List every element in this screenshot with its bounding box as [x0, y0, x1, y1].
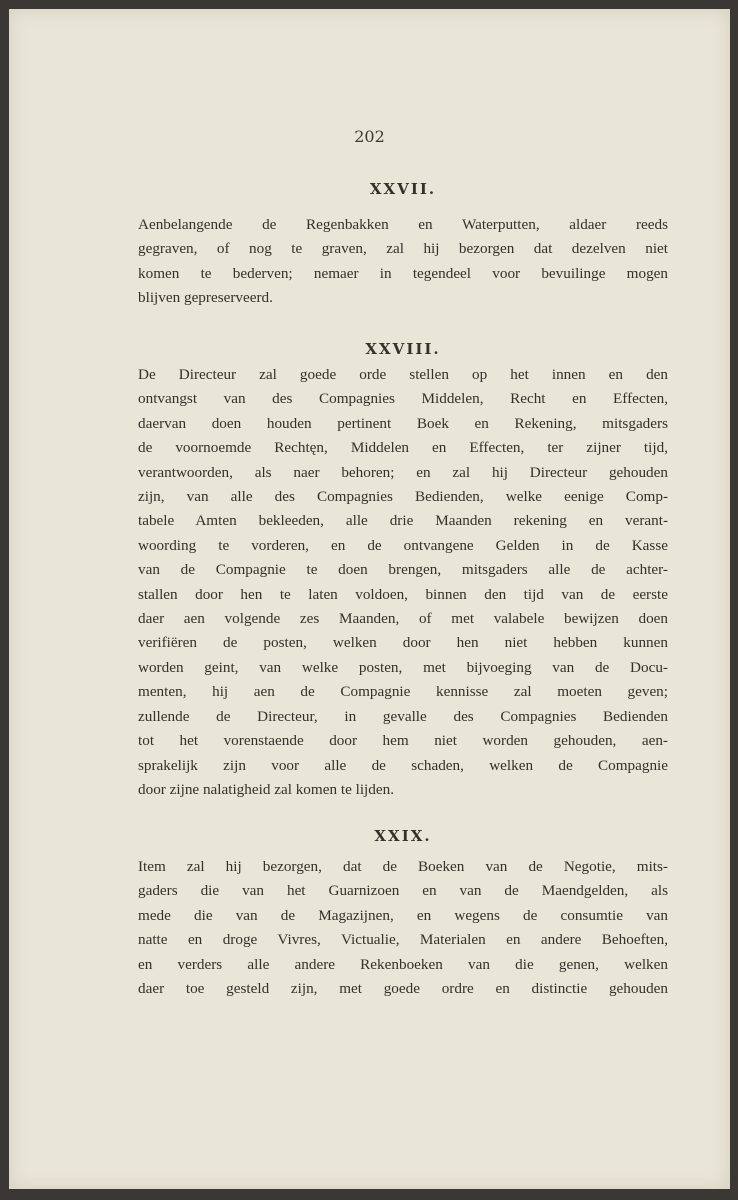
- text-line: worden geint, van welke posten, met bijvoeging van de Docu-: [138, 658, 668, 676]
- text-line: komen te bederven; nemaer in tegendeel voor bevuilinge mogen: [138, 264, 668, 282]
- section-heading-xxix: XXIX.: [374, 827, 432, 845]
- text-line: daervan doen houden pertinent Boek en Rekening, mitsgaders: [138, 414, 668, 432]
- text-line: van de Compagnie te doen brengen, mitsgaders alle de achter-: [138, 561, 668, 579]
- text-line: stallen door hen te laten voldoen, binnen den tijd van de eerste: [138, 585, 668, 603]
- text-line: mede die van de Magazijnen, en wegens de consumtie van: [138, 906, 668, 924]
- book-page: [9, 9, 730, 1189]
- text-line: daer toe gesteld zijn, met goede ordre en distinctie gehouden: [138, 980, 668, 998]
- section-paragraph-xxix: [138, 855, 668, 1001]
- text-line: tot het vorenstaende door hem niet worden gehouden, aen-: [138, 732, 668, 750]
- text-line: Aenbelangende de Regenbakken en Waterputten, aldaer reeds: [138, 216, 668, 233]
- text-line: woording te vorderen, en de ontvangene Gelden in de Kasse: [138, 536, 668, 554]
- text-line: verifiëren de posten, welken door hen niet hebben kunnen: [138, 634, 668, 652]
- text-line: gegraven, of nog te graven, zal hij bezorgen dat dezelven niet: [138, 240, 668, 258]
- text-line: door zijne nalatigheid zal komen te lijden.: [138, 780, 394, 798]
- section-heading-xxvii: XXVII.: [369, 180, 437, 198]
- section-paragraph-xxvii: [138, 213, 668, 311]
- page-text: [138, 9, 668, 1189]
- section-heading-xxviii: XXVIII.: [365, 340, 441, 358]
- text-line: De Directeur zal goede orde stellen op het innen en den: [138, 366, 668, 383]
- text-line: zijn, van alle des Compagnies Bedienden, welke eenige Comp-: [138, 488, 668, 506]
- text-line: daer aen volgende zes Maanden, of met valabele bewijzen doen: [138, 610, 668, 628]
- text-line: Item zal hij bezorgen, dat de Boeken van de Negotie, mits-: [138, 858, 668, 875]
- text-line: gaders die van het Guarnizoen en van de Maendgelden, als: [138, 882, 668, 900]
- text-line: verantwoorden, als naer behoren; en zal hij Directeur gehouden: [138, 463, 668, 481]
- text-line: natte en droge Vivres, Victualie, Materialen en andere Behoeften,: [138, 931, 668, 949]
- text-line: de voornoemde Rechtęn, Middelen en Effecten, ter zijner tijd,: [138, 439, 668, 457]
- text-line: zullende de Directeur, in gevalle des Compagnies Bedienden: [138, 707, 668, 725]
- section-paragraph-xxviii: [138, 363, 668, 802]
- text-line: blijven gepreserveerd.: [138, 289, 273, 307]
- page-number: 202: [354, 127, 385, 146]
- text-line: sprakelijk zijn voor alle de schaden, welken de Compagnie: [138, 756, 668, 774]
- text-line: en verders alle andere Rekenboeken van die genen, welken: [138, 955, 668, 973]
- text-line: menten, hij aen de Compagnie kennisse zal moeten geven;: [138, 683, 668, 701]
- text-line: tabele Amten bekleeden, alle drie Maanden rekening en verant-: [138, 512, 668, 530]
- text-line: ontvangst van des Compagnies Middelen, Recht en Effecten,: [138, 390, 668, 408]
